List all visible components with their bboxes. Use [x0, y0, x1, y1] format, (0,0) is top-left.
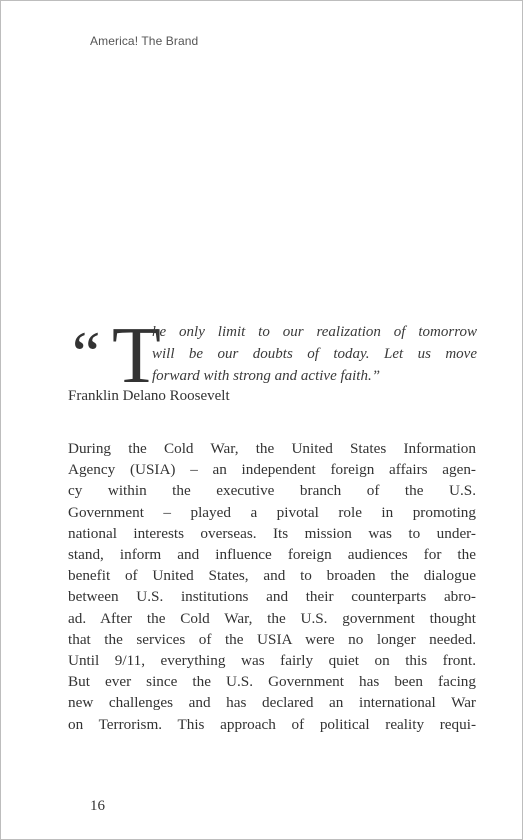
- body-line: national interests overseas. Its mission was to under-: [68, 524, 476, 542]
- body-line: that the services of the USIA were no longer needed.: [68, 630, 476, 648]
- drop-cap: T: [112, 312, 161, 400]
- epigraph-attribution: Franklin Delano Roosevelt: [68, 388, 230, 404]
- body-line: between U.S. institutions and their counterparts abro-: [68, 588, 476, 606]
- body-line: ad. After the Cold War, the U.S. government thought: [68, 609, 476, 627]
- body-line: on Terrorism. This approach of political reality requi-: [68, 715, 476, 733]
- body-line: Government – played a pivotal role in promoting: [68, 503, 476, 521]
- running-head: America! The Brand: [90, 34, 199, 48]
- body-line: During the Cold War, the United States Information: [68, 440, 476, 457]
- epigraph-line: forward with strong and active faith.”: [152, 368, 381, 384]
- epigraph-line: he only limit to our realization of tomorrow: [152, 324, 477, 340]
- body-line: But ever since the U.S. Government has been facing: [68, 673, 476, 691]
- body-line: Until 9/11, everything was fairly quiet on this front.: [68, 652, 476, 670]
- body-paragraph: [68, 438, 476, 735]
- body-line: benefit of United States, and to broaden the dialogue: [68, 567, 476, 585]
- epigraph-quote: [152, 321, 477, 387]
- body-line: stand, inform and influence foreign audiences for the: [68, 546, 476, 564]
- body-line: new challenges and has declared an international War: [68, 694, 476, 712]
- body-line: Agency (USIA) – an independent foreign affairs agen-: [68, 461, 476, 479]
- epigraph-line: will be our doubts of today. Let us move: [152, 346, 477, 362]
- page-number: 16: [90, 798, 105, 814]
- open-quote-mark: “: [72, 318, 101, 389]
- body-line: cy within the executive branch of the U.S.: [68, 482, 476, 500]
